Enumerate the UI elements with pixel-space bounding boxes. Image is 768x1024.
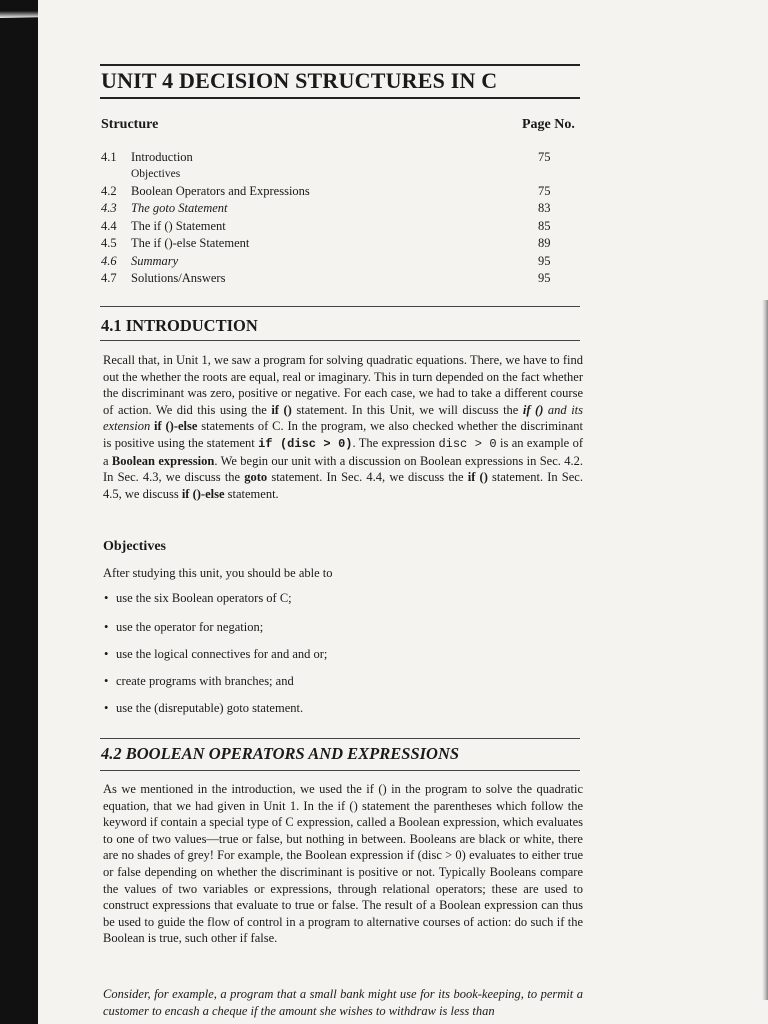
toc-row: [101, 236, 581, 254]
toc-num: 4.4: [101, 218, 117, 233]
toc-page: 75: [538, 183, 551, 198]
toc-title: Objectives: [131, 167, 181, 180]
keyword: if (): [271, 402, 292, 417]
text-run: is an example of a: [103, 435, 584, 468]
toc-page: 95: [538, 271, 551, 285]
code-snippet: if (disc > 0): [258, 436, 353, 451]
keyword: if (): [522, 402, 544, 417]
toc-page: 75: [538, 150, 551, 164]
keyword: if ()-else: [181, 486, 225, 501]
objective-item: • use the logical connectives for and and or;: [104, 647, 328, 661]
unit-title: UNIT 4 DECISION STRUCTURES IN C: [101, 68, 498, 93]
objective-text: use the (disreputable) goto statement.: [116, 701, 304, 715]
text-run: statement. In Sec. 4.4, we discuss the: [267, 470, 468, 485]
objective-item: • use the (disreputable) goto statement.: [104, 701, 304, 715]
objective-text: use the six Boolean operators of C;: [116, 591, 292, 605]
objective-text: use the logical connectives for and and or;: [116, 647, 328, 661]
section-rule: [100, 340, 580, 341]
objective-item: • create programs with branches; and: [104, 674, 294, 688]
objective-text: create programs with branches; and: [116, 674, 294, 688]
toc-title: Introduction: [131, 150, 193, 164]
objective-item: • use the six Boolean operators of C;: [104, 591, 292, 605]
section-4-2-title: 4.2 BOOLEAN OPERATORS AND EXPRESSIONS: [101, 744, 460, 763]
toc-page: 89: [538, 236, 551, 250]
toc-num: 4.3: [101, 201, 117, 215]
toc-num: 4.1: [101, 150, 117, 164]
toc-title: The if ()-else Statement: [131, 236, 250, 250]
toc-row: [101, 201, 581, 219]
objectives-heading: Objectives: [103, 539, 166, 554]
text-run: statement.: [224, 486, 279, 501]
text-run: . The expression: [352, 435, 439, 450]
toc-title: The goto Statement: [131, 201, 228, 215]
toc-row: [101, 150, 581, 168]
objectives-intro: After studying this unit, you should be able to: [103, 566, 333, 580]
toc-num: 4.6: [101, 253, 117, 268]
code-snippet: disc > 0: [438, 436, 497, 451]
toc-title: Boolean Operators and Expressions: [131, 183, 310, 198]
keyword: if ()-else: [154, 419, 198, 434]
toc-row: [101, 184, 581, 202]
text-run: and its extension: [103, 402, 583, 434]
table-of-contents: [101, 150, 581, 289]
toc-page: 83: [538, 201, 551, 215]
text-run: Recall that, in Unit 1, we saw a program for solving quadratic equations. There, we have to find out the whether the roots are equal, real or imaginary. This in turn depended on the fact whether the discriminant was zero, positive or negative. For each case, we had to take a different course of action. We did this using the: [103, 353, 583, 417]
toc-page: 95: [538, 253, 551, 268]
keyword: Boolean expression: [111, 453, 215, 468]
objective-item: • use the operator for negation;: [104, 620, 264, 634]
keyword: if (): [467, 470, 488, 485]
toc-row: [101, 254, 581, 272]
toc-row: [101, 219, 581, 237]
boolean-paragraph: As we mentioned in the introduction, we used the if () in the program to solve the quadratic equation, that we had given in Unit 1. In the if () statement the parentheses which follow the keyword if contain a special type of C expression, called a Boolean expression, which evaluates to one of two values—true or false, but nothing in between. Booleans are black or white, there are no shades of grey! For example, the Boolean expression if (disc > 0) evaluates to either true or false depending on whether the discriminant is positive or not. Typically Booleans compare the values of two variables or expressions, through relational operators; these are used to construct expressions that evaluate to true or false. The result of a Boolean expression can thus be used to guide the flow of control in a program to alternative courses of action: do such if the Boolean is true, such other if false.: [103, 782, 583, 946]
section-rule: [100, 306, 580, 307]
scan-right-edge: [762, 300, 768, 1000]
closing-paragraph: Consider, for example, a program that a small bank might use for its book-keeping, to permit a customer to encash a cheque if the amount she wishes to withdraw is less than: [103, 987, 583, 1018]
section-4-1-title: 4.1 INTRODUCTION: [101, 316, 258, 335]
text-run: statement. In this Unit, we will discuss the: [291, 402, 523, 417]
toc-row: [101, 271, 581, 289]
title-rule-top: [100, 64, 580, 66]
title-rule-bottom: [100, 97, 580, 99]
toc-title: Solutions/Answers: [131, 271, 226, 285]
text-run: statement. In Sec. 4.5, we discuss: [103, 470, 583, 501]
toc-num: 4.7: [101, 271, 117, 285]
toc-num: 4.2: [101, 183, 117, 198]
text-run: statements of C. In the program, we also checked whether the discriminant is positive using the statement: [103, 419, 583, 450]
toc-title: The if () Statement: [131, 218, 226, 233]
toc-page: 85: [538, 218, 551, 233]
section-rule: [100, 770, 580, 771]
structure-heading: Structure: [101, 117, 159, 132]
toc-row: [101, 168, 581, 184]
introduction-paragraph: [103, 352, 583, 502]
text-run: . We begin our unit with a discussion on Boolean expressions in Sec. 4.2. In Sec. 4.3, we discuss the: [103, 453, 583, 485]
page-no-heading: Page No.: [522, 117, 575, 132]
toc-num: 4.5: [101, 236, 117, 250]
toc-title: Summary: [131, 253, 179, 268]
section-rule: [100, 738, 580, 739]
objective-text: use the operator for negation;: [116, 620, 264, 634]
keyword: goto: [244, 470, 268, 485]
